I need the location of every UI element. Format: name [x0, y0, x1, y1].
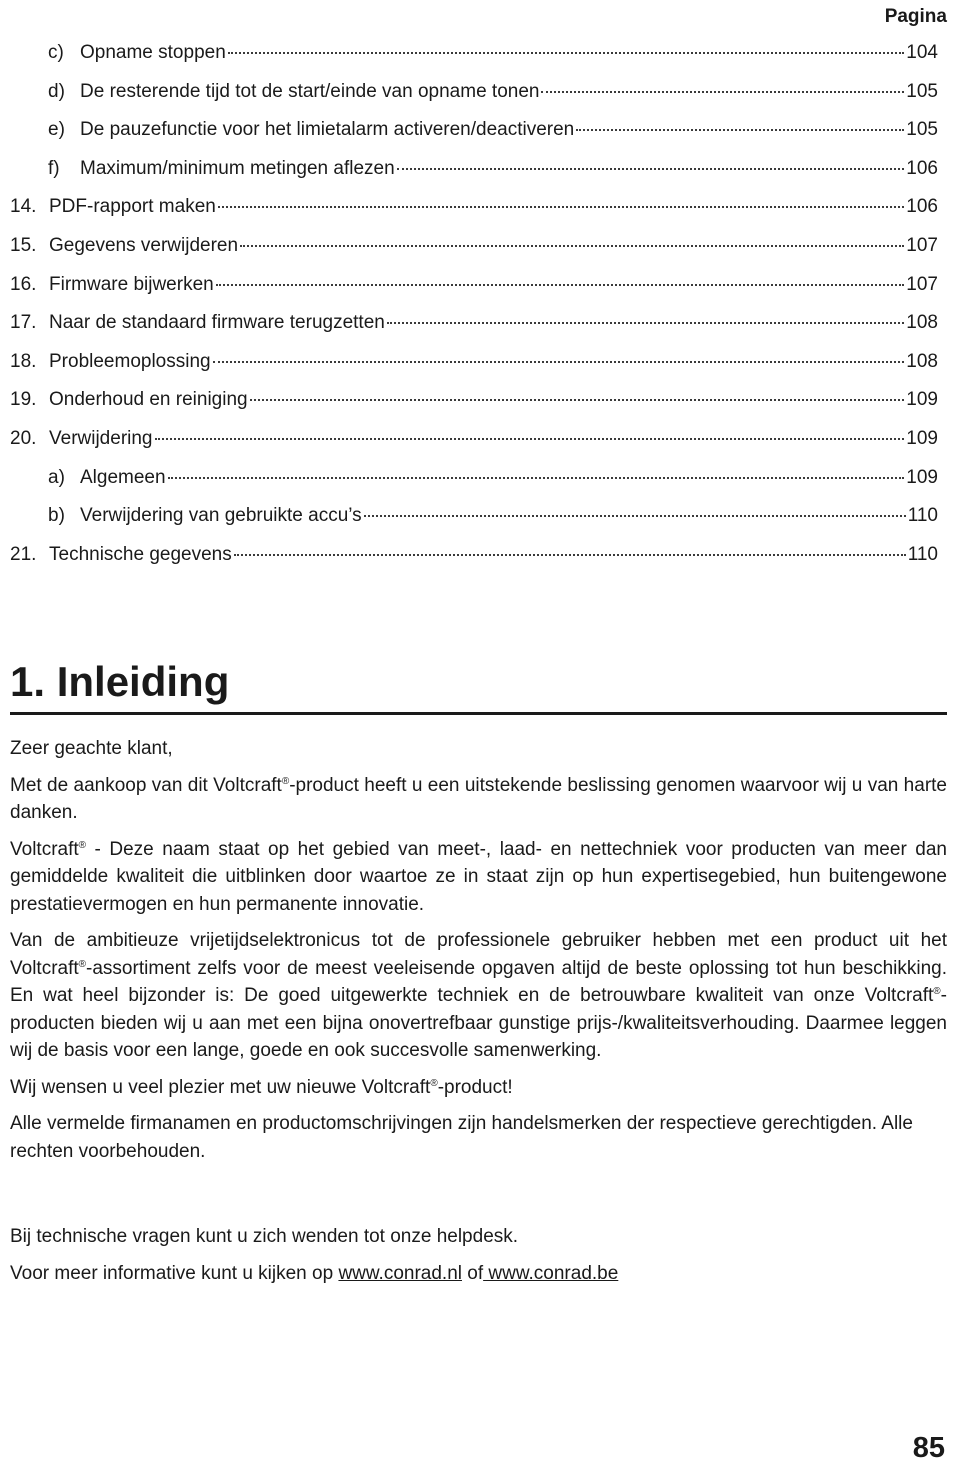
toc-entry-page: 107 [906, 234, 938, 256]
toc-dot-leader [387, 322, 904, 324]
paragraph-wishes: Wij wensen u veel plezier met uw nieuwe Voltcraft®-product! [10, 1076, 513, 1098]
toc-page-column-header: Pagina [884, 6, 947, 27]
toc-dot-leader [218, 206, 904, 208]
toc-entry-number: e) [48, 119, 65, 141]
toc-entry-number: 19. [10, 389, 37, 411]
toc-entry-page: 105 [906, 80, 938, 102]
toc-entry[interactable] [10, 497, 938, 536]
toc-entry-page: 104 [906, 42, 938, 63]
toc-dot-leader [250, 399, 905, 401]
registered-mark: ® [430, 1077, 438, 1089]
toc-entry[interactable] [10, 266, 938, 305]
toc-entry-number: 21. [10, 543, 37, 565]
toc-entry[interactable] [10, 73, 938, 112]
toc-dot-leader [541, 91, 904, 93]
toc-entry-number: f) [48, 157, 60, 179]
toc-dot-leader [364, 515, 906, 517]
toc-entry-page: 105 [906, 119, 938, 141]
toc-entry-page: 108 [906, 312, 938, 334]
toc-entry-page: 109 [906, 427, 938, 449]
registered-mark: ® [933, 986, 941, 997]
paragraph-helpdesk: Bij technische vragen kunt u zich wenden tot onze helpdesk. [10, 1226, 519, 1247]
toc-entry-page: 109 [906, 389, 938, 411]
link-conrad-be[interactable]: www.conrad.be [483, 1262, 619, 1284]
spacer [10, 1174, 947, 1223]
toc-entry-number: 20. [10, 427, 37, 449]
paragraph-range: Van de ambitieuze vrijetijdselektronicus tot de professionele gebruiker hebben met een product uit het Voltcraft®-assortiment zelfs voor de meest veeleisende opgaven altijd de beste oplossing tot hun beschikking. En wat heel bijzonder is: De goed uitgewerkte techniek en de betrouwbare kwaliteit van onze Voltcraft®-producten bieden wij u aan met een bijna onovertrefbaar gunstige prijs-/kwaliteitsverhouding. Daarmee leggen wij de basis voor een lange, goede en ook succesvolle samenwerking. [10, 930, 947, 1061]
toc-entry[interactable] [10, 304, 938, 343]
paragraph-more-info: Voor meer informative kunt u kijken op www.conrad.nl of www.conrad.be [10, 1262, 619, 1284]
toc-entry-page: 106 [906, 196, 938, 218]
toc-entry-label: Verwijdering [49, 427, 153, 449]
toc-entry[interactable] [10, 188, 938, 227]
toc-dot-leader [155, 438, 905, 440]
toc-entry-label: PDF-rapport maken [49, 196, 216, 218]
section-body [10, 735, 947, 1296]
link-conrad-nl[interactable]: www.conrad.nl [338, 1262, 462, 1284]
toc-entry-label: Probleemoplossing [49, 350, 211, 372]
toc-entry-number: 17. [10, 312, 37, 334]
toc-entry-label: Technische gegevens [49, 543, 232, 565]
toc-dot-leader [397, 168, 905, 170]
toc-entry-label: Maximum/minimum metingen aflezen [80, 157, 395, 179]
registered-mark: ® [78, 839, 87, 851]
toc-entry-number: 18. [10, 350, 37, 372]
toc-entry-page: 107 [906, 273, 938, 295]
paragraph-brand: Voltcraft® - Deze naam staat op het gebied van meet-, laad- en nettechniek voor producten van meer dan gemiddelde kwaliteit die uitblinken door waartoe ze in staat zijn op hun expertisegebied, hun buitengewone prestatievermogen en hun permanente innovatie. [10, 838, 947, 915]
paragraph-purchase: Met de aankoop van dit Voltcraft®-product heeft u een uitstekende beslissing genomen waarvoor wij u van harte danken. [10, 774, 947, 823]
greeting: Zeer geachte klant, [10, 738, 173, 759]
toc-entry[interactable] [10, 34, 938, 73]
toc-entry-page: 110 [907, 543, 938, 565]
toc-entry-label: De resterende tijd tot de start/einde van opname tonen [80, 80, 540, 102]
registered-mark: ® [281, 775, 290, 787]
toc-entry[interactable] [10, 381, 938, 420]
toc-entry[interactable] [10, 343, 938, 382]
toc-entry-number: b) [48, 505, 65, 527]
registered-mark: ® [78, 958, 87, 970]
toc-dot-leader [228, 52, 905, 54]
toc-entry-number: c) [48, 42, 64, 63]
toc-entry-label: Naar de standaard firmware terugzetten [49, 312, 385, 334]
page-number: 85 [912, 1432, 945, 1464]
toc-dot-leader [168, 477, 905, 479]
toc-entry-label: Algemeen [80, 466, 166, 488]
toc-dot-leader [234, 554, 906, 556]
toc-entry-label: Verwijdering van gebruikte accu’s [80, 505, 362, 527]
toc-entry-page: 106 [906, 157, 938, 179]
toc-dot-leader [216, 284, 905, 286]
toc-entry-page: 109 [906, 466, 938, 488]
toc-entry-page: 108 [906, 350, 938, 372]
toc-entry[interactable] [10, 459, 938, 498]
toc-entry-label: De pauzefunctie voor het limietalarm activeren/deactiveren [80, 119, 575, 141]
toc-entry-number: 16. [10, 273, 37, 295]
toc-entry[interactable] [10, 227, 938, 266]
table-of-contents [10, 34, 938, 574]
toc-dot-leader [213, 361, 905, 363]
toc-entry[interactable] [10, 111, 938, 150]
toc-entry[interactable] [10, 150, 938, 189]
toc-entry-number: a) [48, 466, 65, 488]
toc-dot-leader [240, 245, 904, 247]
toc-entry-number: d) [48, 80, 65, 102]
toc-entry[interactable] [10, 536, 938, 575]
toc-entry-number: 14. [10, 196, 37, 218]
toc-entry-page: 110 [907, 505, 938, 527]
toc-dot-leader [576, 129, 904, 131]
toc-entry-label: Onderhoud en reiniging [49, 389, 248, 411]
toc-entry-number: 15. [10, 234, 37, 256]
section-heading: 1. Inleiding [10, 656, 947, 715]
toc-entry-label: Gegevens verwijderen [49, 234, 239, 256]
toc-entry-label: Firmware bijwerken [49, 273, 214, 295]
toc-entry-label: Opname stoppen [80, 42, 226, 63]
toc-entry[interactable] [10, 420, 938, 459]
paragraph-trademarks: Alle vermelde firmanamen en productomschrijvingen zijn handelsmerken der respectieve gerechtigden. Alle rechten voorbehouden. [10, 1113, 913, 1162]
